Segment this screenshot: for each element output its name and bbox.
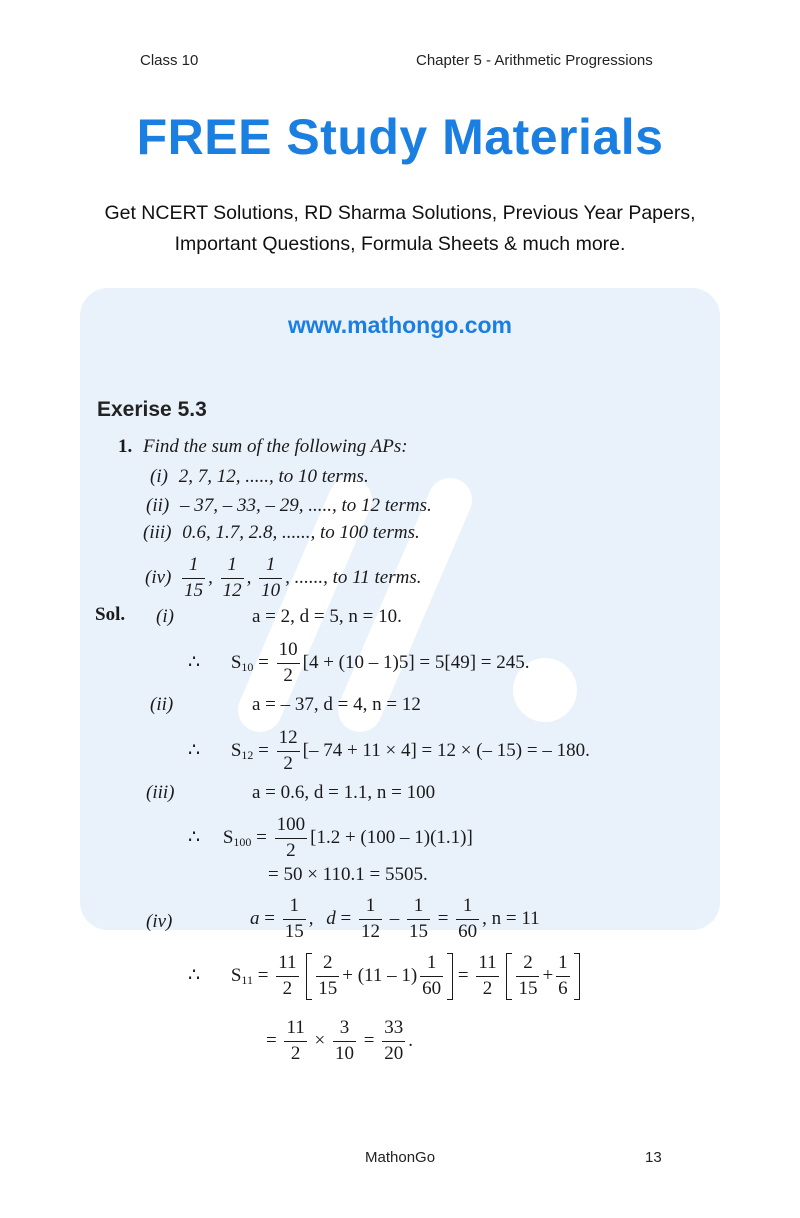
- fraction: $\frac{1}{15}$: [408, 895, 428, 942]
- exercise-title: Exerise 5.3: [97, 398, 207, 421]
- sol-ii-label: (ii): [150, 694, 174, 715]
- fraction: $\frac{11}{2}$: [286, 1017, 305, 1064]
- footer-brand: MathonGo: [365, 1149, 436, 1166]
- banner-title: FREE Study Materials: [136, 109, 664, 165]
- sol-iv-result: = $\frac{11}{2}$ × $\frac{3}{10}$ = $\frac{33}{20}$ .: [266, 1017, 413, 1064]
- sol-iv-given: a = $\frac{1}{15}$ , d = $\frac{1}{12}$ – $\frac{1}{15}$ = $\frac{1}{60}$ , n = 11: [250, 895, 540, 942]
- part-ii: [146, 495, 432, 517]
- fraction: $\frac{11}{2}$: [478, 952, 497, 999]
- fraction: $\frac{1}{15}$: [184, 554, 204, 601]
- part-iii: [143, 522, 420, 544]
- part-label: (iii): [143, 522, 172, 543]
- part-label: (iv): [145, 566, 172, 588]
- page-number: 13: [645, 1149, 662, 1166]
- therefore-symbol: ∴: [188, 651, 201, 673]
- fraction: $\frac{11}{2}$: [278, 952, 297, 999]
- sol-i-sum: ∴ $S_{10}$ = $\frac{10}{2}$ [4 + (10 – 1)5] = 5[49] = 245.: [188, 639, 530, 686]
- fraction: $\frac{12}{2}$: [278, 727, 298, 774]
- sol-i-label: (i): [156, 606, 174, 627]
- bracket-group: $\frac{2}{15}$ + (11 – 1) $\frac{1}{60}$: [306, 953, 453, 1000]
- banner-subtitle-line2: Important Questions, Formula Sheets & much more.: [174, 233, 626, 255]
- solution-label: Sol.: [95, 604, 126, 625]
- sol-iv-label: (iv): [146, 911, 173, 932]
- fraction: $\frac{100}{2}$: [276, 814, 306, 861]
- fraction: $\frac{1}{60}$: [458, 895, 478, 942]
- sol-iii-label: (iii): [146, 782, 175, 803]
- fraction: $\frac{10}{2}$: [278, 639, 298, 686]
- part-iv: (iv) $\frac{1}{15}$ , $\frac{1}{12}$ , $\frac{1}{10}$ , ......, to 11 terms.: [145, 554, 422, 601]
- question-1: [118, 436, 408, 458]
- part-text: 0.6, 1.7, 2.8, ......, to 100 terms.: [182, 522, 420, 543]
- fraction: $\frac{1}{12}$: [360, 895, 380, 942]
- part-label: (i): [150, 466, 168, 487]
- sol-i-given: a = 2, d = 5, n = 10.: [252, 606, 402, 627]
- sol-ii-sum: ∴ $S_{12}$ = $\frac{12}{2}$ [– 74 + 11 × 4] = 12 × (– 15) = – 180.: [188, 727, 590, 774]
- part-label: (ii): [146, 495, 170, 516]
- bracket-group: $\frac{2}{15}$ + $\frac{1}{6}$: [506, 953, 579, 1000]
- sol-ii-given: a = – 37, d = 4, n = 12: [252, 694, 421, 715]
- fraction: $\frac{3}{10}$: [334, 1017, 354, 1064]
- part-text: 2, 7, 12, ....., to 10 terms.: [178, 466, 369, 487]
- sol-iii-given: a = 0.6, d = 1.1, n = 100: [252, 782, 436, 803]
- question-number: 1.: [118, 436, 133, 457]
- header-chapter: Chapter 5 - Arithmetic Progressions: [416, 52, 653, 69]
- fraction: $\frac{1}{12}$: [222, 554, 242, 601]
- part-text: – 37, – 33, – 29, ....., to 12 terms.: [179, 495, 432, 516]
- sol-iii-result: = 50 × 110.1 = 5505.: [268, 864, 428, 885]
- sol-iii-sum: ∴ $S_{100}$ = $\frac{100}{2}$ [1.2 + (100 – 1)(1.1)]: [188, 814, 473, 861]
- part-i: [150, 466, 369, 488]
- fraction: $\frac{33}{20}$: [384, 1017, 404, 1064]
- fraction: $\frac{1}{15}$: [284, 895, 304, 942]
- banner-subtitle-line1: Get NCERT Solutions, RD Sharma Solutions, Previous Year Papers,: [104, 202, 696, 224]
- website-link[interactable]: www.mathongo.com: [287, 312, 513, 338]
- question-prompt: Find the sum of the following APs:: [143, 436, 408, 457]
- part-tail: , ......, to 11 terms.: [285, 566, 422, 588]
- sol-iv-sum: ∴ $S_{11}$ = $\frac{11}{2}$ $\frac{2}{15}$ + (11 – 1) $\frac{1}{60}$ = $\frac{11}{2}$ $\frac{2}{15}$ + $\frac{1}{6}$: [188, 953, 580, 1000]
- fraction: $\frac{1}{10}$: [261, 554, 281, 601]
- header-class: Class 10: [140, 52, 199, 69]
